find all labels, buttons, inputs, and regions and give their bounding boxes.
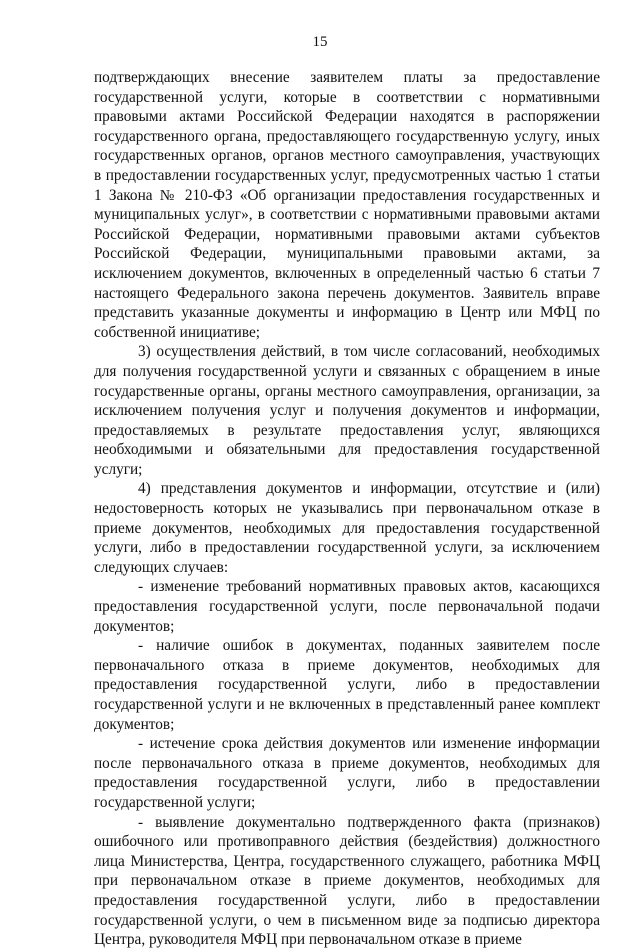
list-item-document-expiry: - истечение срока действия документов или изменение информации после первоначального отказа в приеме документов, необходимых для предоставления государственной услуги, либо в предоставлении государственной услуги;	[94, 735, 600, 811]
paragraph-item-3: 3) осуществления действий, в том числе согласований, необходимых для получения государственной услуги и связанных с обращением в иные государственные органы, органы местного самоуправления, организации, за исключением получения услуг и получения документов и информации, предоставляемых в результате предоставления услуг, являющихся необходимыми и обязательными для предоставления государственной услуги;	[94, 343, 600, 478]
page-number: 15	[312, 34, 328, 50]
paragraph-item-4: 4) представления документов и информации, отсутствие и (или) недостоверность которых не указывались при первоначальном отказе в приеме документов, необходимых для предоставления государственной услуги, либо в предоставлении государственной услуги, за исключением следующих случаев:	[94, 480, 600, 576]
body-text	[94, 68, 600, 950]
list-item-document-errors: - наличие ошибок в документах, поданных заявителем после первоначального отказа в приеме документов, необходимых для предоставления государственной услуги, либо в предоставлении государственной услуги и не включенных в представленный ранее комплект документов;	[94, 637, 600, 733]
paragraph-continuation: подтверждающих внесение заявителем платы за предоставление государственной услуги, которые в соответствии с нормативными правовыми актами Российской Федерации находятся в распоряжении государственного органа, предоставляющего государственную услугу, иных государственных органов, органов местного самоуправления, участвующих в предоставлении государственных услуг, предусмотренных частью 1 статьи 1 Закона № 210-ФЗ «Об организации предоставления государственных и муниципальных услуг», в соответствии с нормативными правовыми актами Российской Федерации, нормативными правовыми актами субъектов Российской Федерации, муниципальными правовыми актами, за исключением документов, включенных в определенный частью 6 статьи 7 настоящего Федерального закона перечень документов. Заявитель вправе представить указанные документы и информацию в Центр или МФЦ по собственной инициативе;	[94, 69, 600, 341]
list-item-requirements-change: - изменение требований нормативных правовых актов, касающихся предоставления государственной услуги, после первоначальной подачи документов;	[94, 578, 600, 635]
list-item-wrongful-action: - выявление документально подтвержденного факта (признаков) ошибочного или противоправного действия (бездействия) должностного лица Министерства, Центра, государственного служащего, работника МФЦ при первоначальном отказе в приеме документов, необходимых для предоставления государственной услуги, либо в предоставлении государственной услуги, о чем в письменном виде за подписью директора Центра, руководителя МФЦ при первоначальном отказе в приеме	[94, 813, 600, 949]
